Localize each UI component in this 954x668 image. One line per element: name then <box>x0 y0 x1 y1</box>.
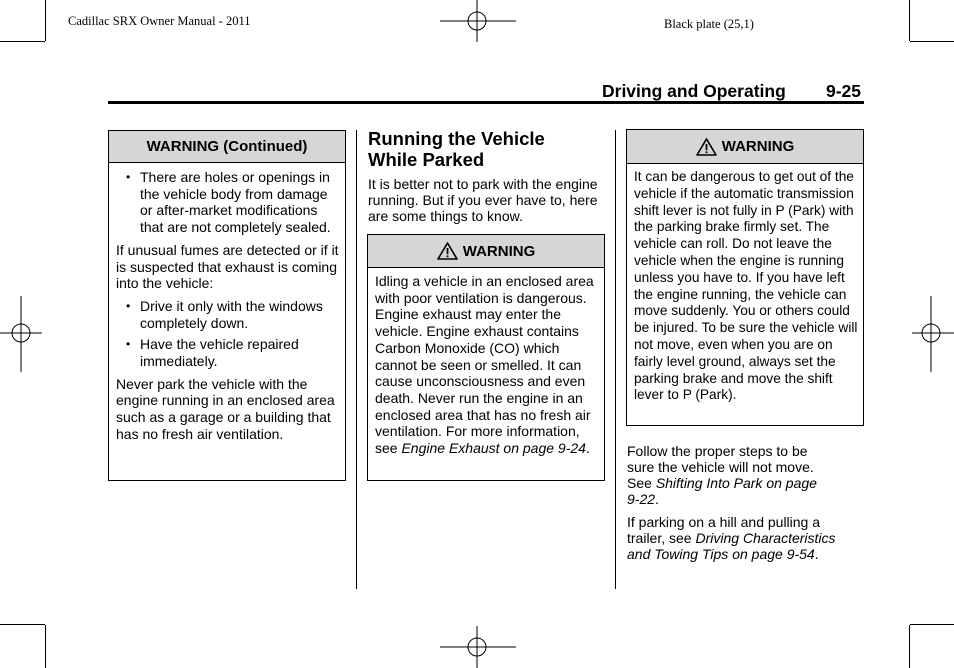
shifting-into-park-link[interactable]: Shifting Into Park on page 9-22 <box>627 475 817 507</box>
page-header <box>108 80 864 104</box>
crop-mark-tl-horizontal <box>0 41 45 42</box>
warning-continued-body <box>109 163 345 443</box>
warning-box-exhaust-text: Idling a vehicle in an enclosed area with poor ventilation is dangerous. Engine exhaust may enter the vehicle. Engine exhaust contains Carbon Monoxide (CO) which cannot be seen or smelled. It can cause unconsciousness and even death. Never run the engine in an enclosed area that has no fresh air ventilation. For more information, see <box>375 273 594 457</box>
warning-triangle-icon <box>437 242 458 260</box>
crop-mark-bl-vertical <box>45 625 46 668</box>
crop-mark-bl-horizontal <box>0 624 45 625</box>
bullet-item: • There are holes or openings in the vehicle body from damage or after-market modifications that are not completely sealed. <box>116 169 340 236</box>
warning-box-exhaust-body <box>368 268 604 457</box>
warning-box-exhaust-title: WARNING <box>462 242 536 260</box>
bullet-item: • Drive it only with the windows completely down. <box>116 298 340 331</box>
crop-mark-tl-vertical <box>45 0 46 41</box>
paragraph: Never park the vehicle with the engine running in an enclosed area such as a garage or a building that has no fresh air ventilation. <box>116 375 335 442</box>
punctuation: . <box>655 491 659 507</box>
registration-right-icon <box>912 296 954 372</box>
warning-triangle-icon <box>696 138 717 156</box>
warning-continued-box <box>108 130 346 481</box>
registration-bottom-icon <box>440 626 516 668</box>
intro-paragraph: It is better not to park with the engine running. But if you ever have to, here are some things to know. <box>368 176 598 224</box>
punctuation: . <box>585 440 590 457</box>
hill-trailer-paragraph <box>627 514 859 562</box>
section-heading <box>368 128 545 170</box>
registration-top-icon <box>440 0 516 42</box>
crop-mark-br-horizontal <box>910 624 954 625</box>
paragraph: If unusual fumes are detected or if it is suspected that exhaust is coming into the vehicle: <box>116 241 339 292</box>
follow-steps-paragraph <box>627 443 832 507</box>
header-section-title: Driving and Operating <box>602 81 786 101</box>
header-page-number: 9-25 <box>826 81 862 101</box>
section-heading-line1: Running the Vehicle <box>368 128 545 149</box>
warning-box-park <box>626 129 864 426</box>
engine-exhaust-link[interactable]: Engine Exhaust on page 9-24 <box>401 440 586 457</box>
crop-mark-tr-vertical <box>909 0 910 41</box>
driving-characteristics-link[interactable]: Driving Characteristics and Towing Tips on page 9-54 <box>627 530 836 562</box>
plate-right-text: Black plate (25,1) <box>664 17 754 31</box>
warning-box-exhaust-header <box>368 235 604 268</box>
punctuation: . <box>814 546 819 562</box>
section-heading-line2: While Parked <box>368 149 485 170</box>
crop-mark-tr-horizontal <box>910 41 954 42</box>
registration-left-icon <box>0 296 42 372</box>
column-rule-2 <box>615 130 616 589</box>
follow-steps-text: Follow the proper steps to be sure the vehicle will not move. See <box>627 443 814 491</box>
warning-continued-title: WARNING (Continued) <box>109 131 345 163</box>
plate-left-text: Cadillac SRX Owner Manual - 2011 <box>68 14 251 28</box>
warning-box-exhaust <box>367 234 605 481</box>
crop-mark-br-vertical <box>909 625 910 668</box>
warning-box-park-title: WARNING <box>721 138 795 155</box>
column-rule-1 <box>356 130 357 589</box>
warning-box-park-body: It can be dangerous to get out of the vehicle if the automatic transmission shift lever is not fully in P (Park) with the parking brake firmly set. The vehicle can roll. Do not leave the vehicle when the engine is running unless you have to. If you have left the engine running, the vehicle can move suddenly. You or others could be injured. To be sure the vehicle will not move, even when you are on fairly level ground, always set the parking brake and move the shift lever to P (Park). <box>634 169 858 403</box>
warning-box-park-header <box>627 130 863 164</box>
hill-trailer-text: If parking on a hill and pulling a trailer, see <box>627 514 821 546</box>
bullet-item: • Have the vehicle repaired immediately. <box>116 336 340 369</box>
